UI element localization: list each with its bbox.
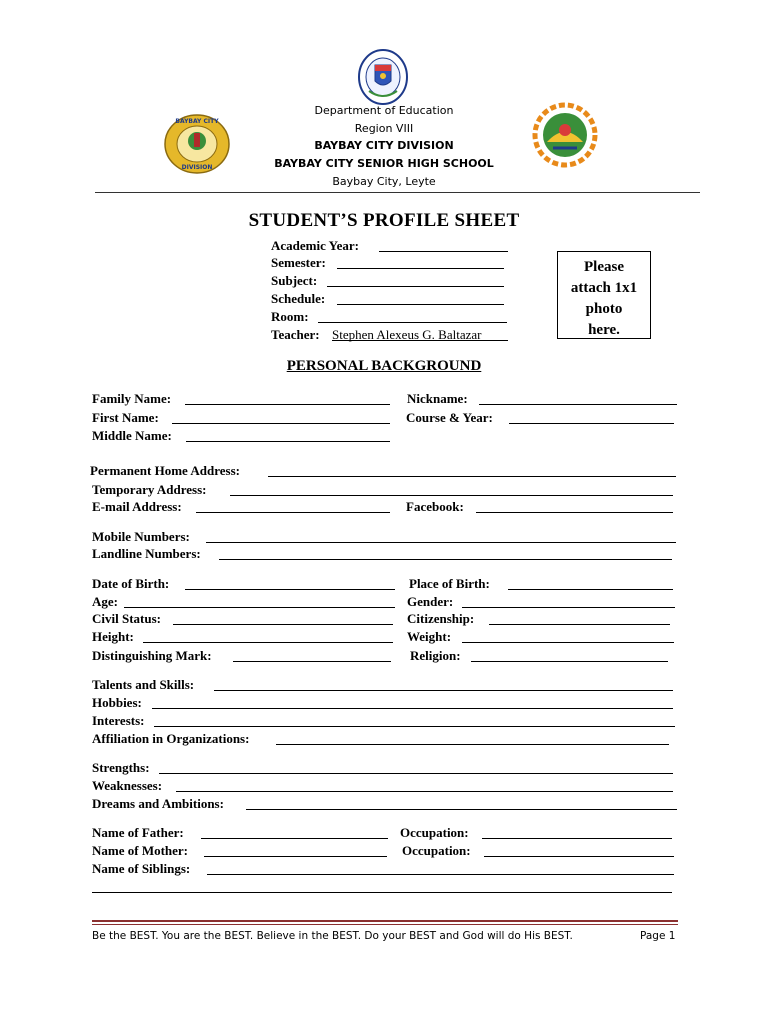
strengths-field[interactable] [159, 773, 673, 774]
svg-text:DIVISION: DIVISION [181, 164, 213, 171]
footer-rule [92, 920, 678, 922]
teacher-label: Teacher: [271, 327, 320, 342]
dreams-label: Dreams and Ambitions: [92, 796, 224, 811]
citizenship-label: Citizenship: [407, 611, 475, 626]
middle-name-label: Middle Name: [92, 428, 172, 443]
schedule-field[interactable] [337, 304, 504, 305]
permanent-address-label: Permanent Home Address: [90, 463, 240, 478]
section-title [0, 358, 768, 375]
deped-seal [347, 47, 419, 107]
academic-year-label: Academic Year: [271, 238, 359, 253]
siblings-label: Name of Siblings: [92, 861, 191, 876]
temporary-address-label: Temporary Address: [92, 482, 207, 497]
age-label: Age: [92, 594, 118, 609]
civil-status-field[interactable] [173, 624, 393, 625]
subject-field[interactable] [327, 286, 504, 287]
photo-text-1: Please [584, 259, 624, 275]
header-divider [95, 192, 700, 193]
course-year-label: Course & Year: [406, 410, 493, 425]
photo-box[interactable] [557, 251, 651, 339]
footer-rule-thin [92, 924, 678, 925]
distinguishing-mark-field[interactable] [233, 661, 391, 662]
nickname-label: Nickname: [407, 391, 468, 406]
subject-label: Subject: [271, 273, 318, 288]
hobbies-field[interactable] [152, 708, 673, 709]
gender-label: Gender: [407, 594, 454, 609]
age-field[interactable] [124, 607, 395, 608]
header-department: Department of Education [314, 104, 454, 117]
siblings-field-extra[interactable] [92, 892, 672, 893]
gender-field[interactable] [462, 607, 675, 608]
photo-text-2: attach 1x1 [570, 280, 638, 296]
svg-text:BAYBAY CITY: BAYBAY CITY [175, 118, 219, 125]
religion-field[interactable] [471, 661, 668, 662]
strengths-label: Strengths: [92, 760, 150, 775]
interests-field[interactable] [154, 726, 675, 727]
weaknesses-field[interactable] [176, 791, 673, 792]
mother-field[interactable] [204, 856, 387, 857]
semester-label: Semester: [271, 255, 326, 270]
room-field[interactable] [318, 322, 507, 323]
teacher-value: Stephen Alexeus G. Baltazar [332, 327, 482, 342]
family-name-field[interactable] [185, 404, 390, 405]
family-name-label: Family Name: [92, 391, 172, 406]
first-name-field[interactable] [172, 423, 390, 424]
dob-field[interactable] [185, 589, 395, 590]
mother-label: Name of Mother: [92, 843, 189, 858]
temporary-address-field[interactable] [230, 495, 673, 496]
pob-label: Place of Birth: [409, 576, 490, 591]
mother-occupation-field[interactable] [484, 856, 674, 857]
distinguishing-mark-label: Distinguishing Mark: [92, 648, 212, 663]
header-division: BAYBAY CITY DIVISION [314, 139, 454, 152]
weight-field[interactable] [462, 642, 674, 643]
father-occupation-field[interactable] [482, 838, 672, 839]
section-title-text: PERSONAL BACKGROUND [286, 358, 482, 374]
mother-occupation-label: Occupation: [402, 843, 471, 858]
talents-label: Talents and Skills: [92, 677, 195, 692]
middle-name-field[interactable] [186, 441, 390, 442]
first-name-label: First Name: [92, 410, 159, 425]
teacher-field[interactable] [332, 340, 508, 341]
schedule-label: Schedule: [271, 291, 326, 306]
mobile-label: Mobile Numbers: [92, 529, 190, 544]
academic-year-field[interactable] [379, 251, 508, 252]
email-field[interactable] [196, 512, 390, 513]
room-label: Room: [271, 309, 309, 324]
permanent-address-field[interactable] [268, 476, 676, 477]
page-title: STUDENT’S PROFILE SHEET [248, 210, 520, 231]
photo-text-4: here. [588, 322, 620, 338]
weight-label: Weight: [407, 629, 452, 644]
footer-motto: Be the BEST. You are the BEST. Believe in the BEST. Do your BEST and God will do His BEST. [92, 930, 573, 942]
email-label: E-mail Address: [92, 499, 182, 514]
siblings-field[interactable] [207, 874, 674, 875]
citizenship-field[interactable] [489, 624, 670, 625]
course-year-field[interactable] [509, 423, 674, 424]
header-city: Baybay City, Leyte [332, 175, 436, 188]
header-school: BAYBAY CITY SENIOR HIGH SCHOOL [274, 157, 494, 170]
dob-label: Date of Birth: [92, 576, 170, 591]
interests-label: Interests: [92, 713, 145, 728]
father-field[interactable] [201, 838, 388, 839]
facebook-label: Facebook: [406, 499, 464, 514]
page-number: Page 1 [640, 930, 676, 942]
civil-status-label: Civil Status: [92, 611, 161, 626]
facebook-field[interactable] [476, 512, 673, 513]
weaknesses-label: Weaknesses: [92, 778, 163, 793]
semester-field[interactable] [337, 268, 504, 269]
hobbies-label: Hobbies: [92, 695, 142, 710]
affiliation-field[interactable] [276, 744, 669, 745]
header-region: Region VIII [354, 122, 414, 135]
landline-field[interactable] [219, 559, 672, 560]
height-field[interactable] [143, 642, 393, 643]
father-label: Name of Father: [92, 825, 184, 840]
talents-field[interactable] [214, 690, 673, 691]
religion-label: Religion: [410, 648, 461, 663]
nickname-field[interactable] [479, 404, 677, 405]
height-label: Height: [92, 629, 134, 644]
mobile-field[interactable] [206, 542, 676, 543]
pob-field[interactable] [508, 589, 673, 590]
father-occupation-label: Occupation: [400, 825, 469, 840]
photo-text-3: photo [585, 301, 623, 317]
affiliation-label: Affiliation in Organizations: [92, 731, 250, 746]
landline-label: Landline Numbers: [92, 546, 201, 561]
dreams-field[interactable] [246, 809, 677, 810]
